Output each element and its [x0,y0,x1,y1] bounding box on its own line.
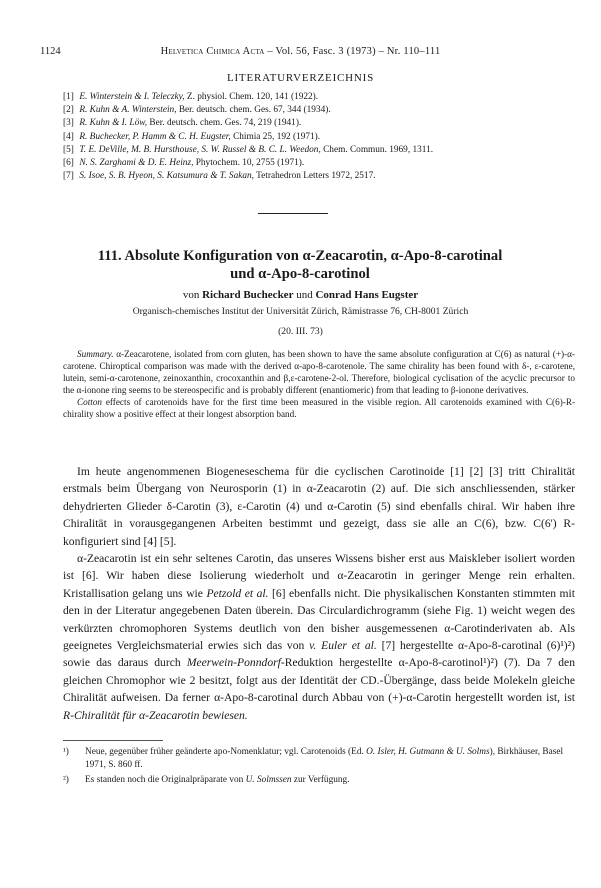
article-title-line-1: 111. Absolute Konfiguration von α-Zeacarotin, α-Apo-8-carotinal [97,248,503,264]
section-divider [258,213,328,214]
author-line: von Richard Buchecker und Conrad Hans Eugster [182,289,419,301]
running-header [40,46,561,60]
received-date: (20. III. 73) [278,326,323,337]
references-heading: LITERATURVERZEICHNIS [226,72,375,84]
body-text [63,463,575,724]
reference-item: [4] R. Buchecker, P. Hamm & C. H. Eugster, Chimia 25, 192 (1971). [63,131,321,142]
article-title-line-2: und α-Apo-8-carotinol [230,266,370,282]
author-name: Richard Buchecker [202,289,294,301]
running-title [40,46,561,57]
footnote-divider [63,740,163,741]
reference-item: [5] T. E. DeVille, M. B. Hursthouse, S. W. Russel & B. C. L. Weedon, Chem. Commun. 1969, 1311. [63,144,434,155]
reference-item: [6] N. S. Zarghami & D. E. Heinz, Phytochem. 10, 2755 (1971). [63,158,305,169]
summary-block [63,348,575,421]
article-title [40,247,560,283]
volume-info: – Vol. 56, Fasc. 3 (1973) – Nr. 110–111 [267,46,441,57]
reference-item: [2] R. Kuhn & A. Winterstein, Ber. deutsch. chem. Ges. 67, 344 (1934). [63,105,331,116]
journal-name: Helvetica Chimica Acta [160,46,265,57]
page-number: 1124 [40,46,61,57]
reference-item: [3] R. Kuhn & I. Löw, Ber. deutsch. chem. Ges. 74, 219 (1941). [63,118,302,129]
footnote: ¹) Neue, gegenüber früher geänderte apo-Nomenklatur; vgl. Carotenoids (Ed. O. Isler, H. Gutmann & U. Solms), Birkhäuser, Basel 1971, S. 860 ff. [63,747,564,770]
reference-item: [1] E. Winterstein & I. Teleczky, Z. physiol. Chem. 120, 141 (1922). [63,92,319,102]
footnotes [63,746,575,787]
reference-list [63,91,573,183]
summary-paragraph: Cotton effects of carotenoids have for the first time been measured in the visible region. All carotenoids examined with C(6)-R-chirality show a positive effect at their longest absorption band. [63,397,576,420]
affiliation: Organisch-chemisches Institut der Universität Zürich, Rämistrasse 76, CH-8001 Zürich [132,306,469,317]
body-paragraph: α-Zeacarotin ist ein sehr seltenes Carotin, das unseres Wissens bisher erst aus Maiskleber isoliert worden ist [6]. Wir haben diese Isolierung wiederholt und α-Zeacarotin in geringer Menge rein erhalten. Kristallisation gelang uns wie Petzold et al. [6] ebenfalls nicht. Die physikalischen Konstanten stimmten mit den in der Literatur angegebenen Daten überein. Das Circulardichrogramm (siehe Fig. 1) weicht wegen des verkürzten chromophoren Systems deutlich von den bisher ausgemessenen α-Carotinderivaten ab. Als geeignetes Vergleichsmaterial erwies sich das von v. Euler et al. [7] hergestellte α-Apo-8-carotinal (6)¹)²) sowie das daraus durch Meerwein-Ponndorf-Reduktion hergestellte α-Apo-8-carotinol¹)²) (7). Da 7 den gleichen Chromophor wie 2 besitzt, folgt aus der Identität der CD.-Übergänge, dass beide Molekeln gleiche Chiralität aufweisen. Da ferner α-Apo-8-carotinal durch Abbau von (+)-α-Carotin hergestellt worden ist, ist R-Chiralität für α-Zeacarotin bewiesen. [63,552,576,722]
summary-label: Summary. [77,349,114,359]
author-name: Conrad Hans Eugster [315,289,419,301]
reference-item: [7] S. Isoe, S. B. Hyeon, S. Katsumura & T. Sakan, Tetrahedron Letters 1972, 2517. [63,171,376,182]
body-paragraph: Im heute angenommenen Biogeneseschema für die cyclischen Carotinoide [1] [2] [3] tritt Chiralität erstmals beim Übergang von Neurosporin (1) in α-Zeacarotin (2) auf. Die sich anschliessenden, stärker dehydrierten Glieder δ-Carotin (3), ε-Carotin (4) und α-Carotin (5) sind ebenfalls chiral. Wir haben ihre Chiralität in vorausgegangenen Arbeiten bestimmt und gezeigt, dass sie alle an C(6), bzw. C(6') R-konfiguriert sind [4] [5]. [63,465,575,548]
summary-paragraph: Summary. α-Zeacarotene, isolated from corn gluten, has been shown to have the same absolute configuration at C(6) as natural (+)-α-carotene. Chiroptical comparison was made with the derived α-apo-8-carotenole. The same chirality has been found with δ-, ε-carotene, lutein, semi-α-carotenone, zeinoxanthin, crocoxanthin and β,ε-carotene-2-ol. Therefore, biological cyclisation of the acyclic precursor to the α-ionone ring seems to be stereospecific and is probably different (enantiomeric) from that leading to β-ionone derivatives. [63,349,575,396]
footnote: ²) Es standen noch die Originalpräparate von U. Solmssen zur Verfügung. [63,775,350,785]
